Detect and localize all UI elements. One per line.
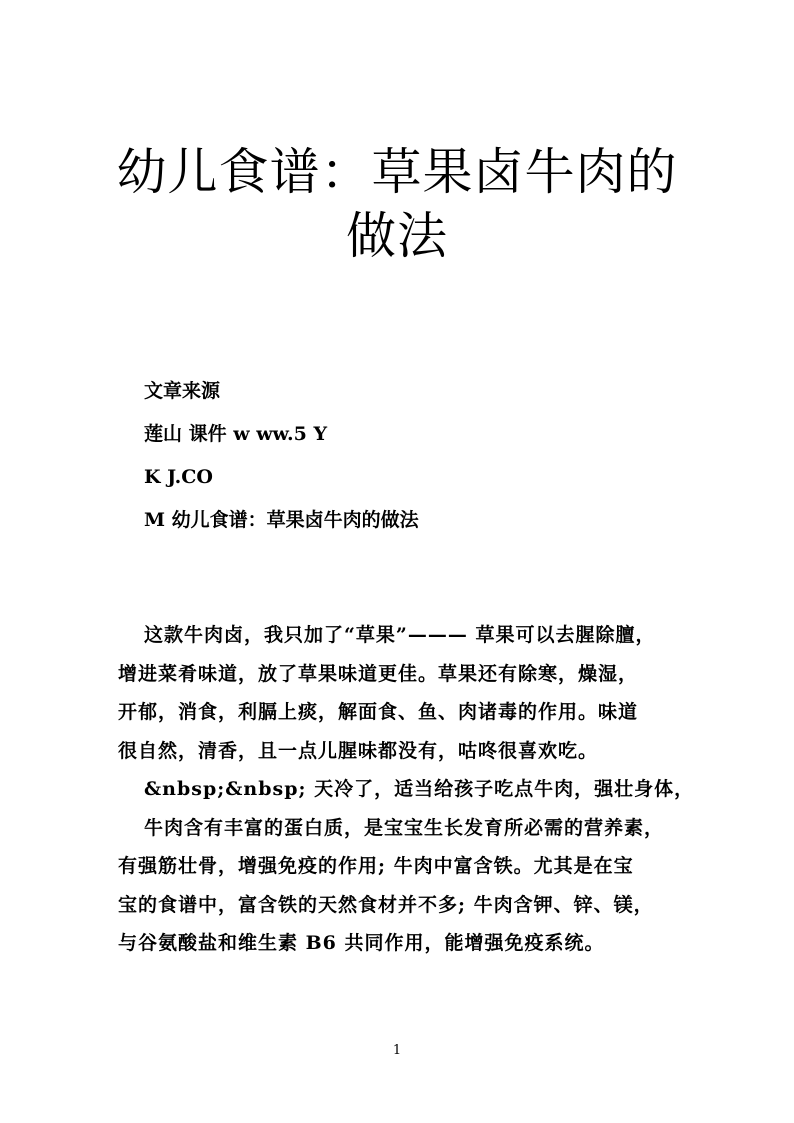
title-line-1: 幼儿食谱：草果卤牛肉的 — [116, 143, 678, 201]
source-line: 莲山 课件 w ww.5 Y — [144, 423, 328, 445]
document-title — [100, 140, 694, 268]
body-line: 有强筋壮骨，增强免疫的作用; 牛肉中富含铁。尤其是在宝 — [118, 855, 634, 877]
source-line: M 幼儿食谱：草果卤牛肉的做法 — [144, 509, 419, 531]
body-line: &nbsp;&nbsp; 天冷了，适当给孩子吃点牛肉，强壮身体， — [144, 778, 695, 800]
article-body — [118, 620, 694, 967]
body-line: 开郁，消食，利膈上痰，解面食、鱼、肉诸毒的作用。味道 — [118, 701, 639, 723]
title-line-2: 做法 — [346, 207, 448, 265]
body-line: 宝的食谱中，富含铁的天然食材并不多; 牛肉含钾、锌、镁， — [118, 893, 654, 916]
body-line: 这款牛肉卤，我只加了“草果”——— 草果可以去腥除膻， — [144, 624, 656, 646]
source-block — [144, 376, 419, 548]
body-line: 与谷氨酸盐和维生素 B6 共同作用，能增强免疫系统。 — [118, 932, 605, 954]
body-line: 牛肉含有丰富的蛋白质，是宝宝生长发育所必需的营养素， — [144, 816, 665, 839]
source-line: K J.CO — [144, 466, 213, 488]
body-line: 增进菜肴味道，放了草果味道更佳。草果还有除寒，燥湿， — [118, 662, 639, 685]
body-line: 很自然，清香，且一点儿腥味都没有，咕咚很喜欢吃。 — [118, 739, 599, 762]
page-number: 1 — [392, 1043, 402, 1058]
source-line: 文章来源 — [144, 380, 221, 402]
